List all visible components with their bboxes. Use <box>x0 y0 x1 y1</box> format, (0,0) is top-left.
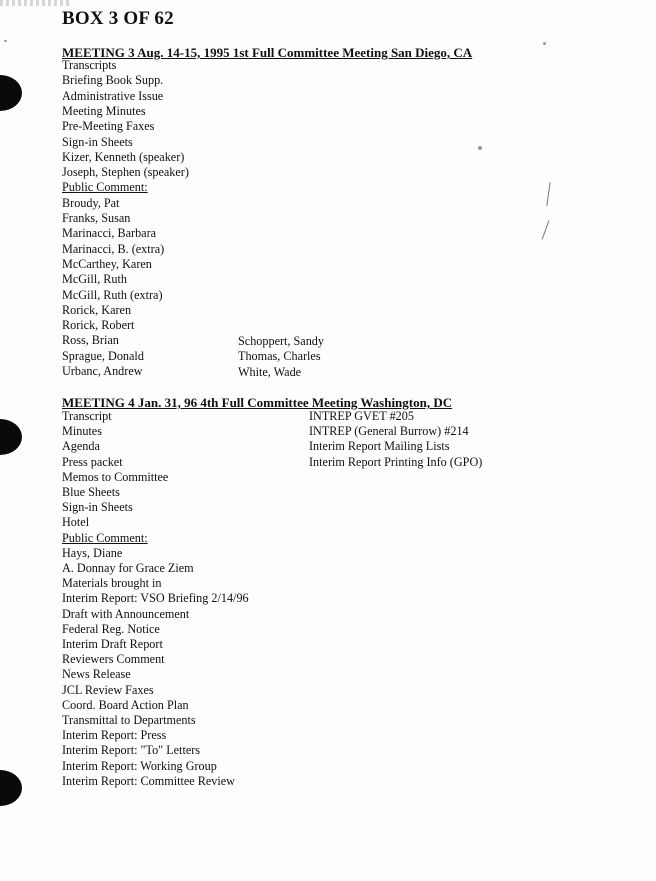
list-item: Schoppert, Sandy <box>238 334 324 348</box>
list-item: McGill, Ruth <box>62 272 128 287</box>
list-item: McGill, Ruth (extra) <box>62 287 163 302</box>
list-item: A. Donnay for Grace Ziem <box>62 561 194 575</box>
list-item: Interim Report: VSO Briefing 2/14/96 <box>62 591 249 606</box>
list-item: JCL Review Faxes <box>62 682 154 697</box>
list-item: Interim Report Printing Info (GPO) <box>309 454 483 469</box>
list-item: Sprague, Donald <box>62 348 144 363</box>
list-item: Rorick, Karen <box>62 302 132 317</box>
list-item: Agenda <box>62 439 100 454</box>
list-item: Administrative Issue <box>62 88 164 103</box>
list-item: INTREP (General Burrow) #214 <box>309 424 469 439</box>
list-item: Coord. Board Action Plan <box>62 697 189 712</box>
list-item: Draft with Announcement <box>62 606 190 621</box>
list-item: Franks, Susan <box>62 211 131 225</box>
list-item: Press packet <box>62 454 123 469</box>
pen-mark <box>546 182 550 206</box>
list-item: Interim Report Mailing Lists <box>309 439 450 454</box>
list-item: Thomas, Charles <box>238 349 321 364</box>
list-item: Broudy, Pat <box>62 195 120 210</box>
list-item: Minutes <box>62 424 102 439</box>
pen-mark <box>542 220 550 239</box>
list-item: McCarthey, Karen <box>62 256 152 271</box>
list-item: Sign-in Sheets <box>62 500 133 515</box>
meeting-3-heading: MEETING 3 Aug. 14-15, 1995 1st Full Committee Meeting San Diego, CA <box>62 45 473 60</box>
list-item: Interim Draft Report <box>62 637 163 651</box>
box-title: BOX 3 OF 62 <box>62 8 174 29</box>
binder-hole-icon <box>0 419 22 455</box>
list-item: Public Comment: <box>62 180 148 195</box>
list-item: Blue Sheets <box>62 485 120 499</box>
list-item: Ross, Brian <box>62 333 119 348</box>
list-item: Urbanc, Andrew <box>62 364 143 378</box>
list-item: White, Wade <box>238 364 302 379</box>
list-item: Transcripts <box>62 58 117 72</box>
list-item: Marinacci, Barbara <box>62 226 157 241</box>
list-item: Federal Reg. Notice <box>62 621 160 636</box>
list-item: Hotel <box>62 515 90 530</box>
list-item: Interim Report: Committee Review <box>62 773 235 788</box>
list-item: Interim Report: Working Group <box>62 758 217 773</box>
list-item: Meeting Minutes <box>62 103 146 118</box>
binder-hole-icon <box>0 770 22 806</box>
list-item: News Release <box>62 667 131 682</box>
list-item: Joseph, Stephen (speaker) <box>62 165 189 180</box>
list-item: Pre-Meeting Faxes <box>62 119 155 134</box>
list-item: INTREP GVET #205 <box>309 409 414 423</box>
scan-artifact <box>0 0 70 6</box>
list-item: Transcript <box>62 409 112 423</box>
list-item: Interim Report: "To" Letters <box>62 743 201 758</box>
scan-speck <box>543 42 546 45</box>
list-item: Sign-in Sheets <box>62 134 133 149</box>
list-item: Interim Report: Press <box>62 728 167 743</box>
list-item: Marinacci, B. (extra) <box>62 241 165 256</box>
scan-speck <box>4 40 7 42</box>
list-item: Hays, Diane <box>62 545 123 560</box>
list-item: Transmittal to Departments <box>62 713 196 727</box>
list-item: Rorick, Robert <box>62 318 135 333</box>
list-item: Reviewers Comment <box>62 652 165 667</box>
meeting-4-heading: MEETING 4 Jan. 31, 96 4th Full Committee Meeting Washington, DC <box>62 395 453 410</box>
list-item: Kizer, Kenneth (speaker) <box>62 149 185 164</box>
list-item: Public Comment: <box>62 530 148 545</box>
list-item: Briefing Book Supp. <box>62 73 164 88</box>
scan-speck <box>478 146 482 150</box>
list-item: Materials brought in <box>62 576 162 591</box>
list-item: Memos to Committee <box>62 469 169 484</box>
binder-hole-icon <box>0 75 22 111</box>
